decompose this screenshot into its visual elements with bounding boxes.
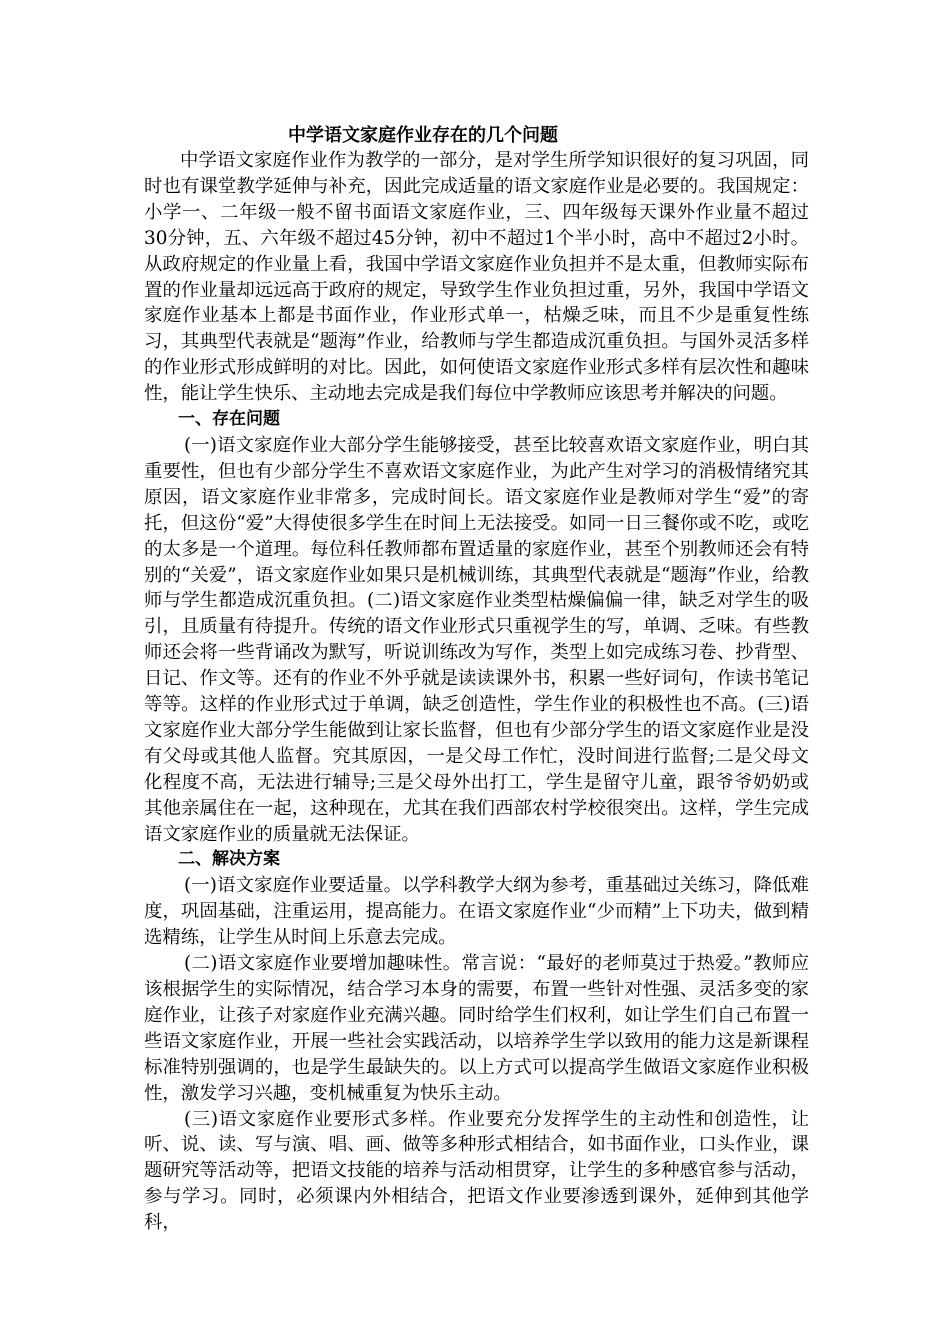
solution-paragraph-2: (二)语文家庭作业要增加趣味性。常言说：“最好的老师莫过于热爱。”教师应该根据学生的实际情况，结合学习本身的需要，布置一些针对性强、灵活多变的家庭作业，让孩子对家庭作业充满兴趣。同时给学生们权利，如让学生们自己布置一些语文家庭作业，开展一些社会实践活动，以培养学生学以致用的能力这是新课程标准特别强调的，也是学生最缺失的。以上方式可以提高学生做语文家庭作业积极性，激发学习兴趣，变机械重复为快乐主动。 <box>144 953 809 1104</box>
document-title: 中学语文家庭作业存在的几个问题 <box>288 125 558 146</box>
section-heading-solutions: 二、解决方案 <box>178 849 280 870</box>
solution-paragraph-1: (一)语文家庭作业要适量。以学科教学大纲为参考，重基础过关练习，降低难度，巩固基础，注重运用，提高能力。在语文家庭作业“少而精”上下功夫，做到精选精练，让学生从时间上乐意去完成。 <box>144 875 809 949</box>
solution-paragraph-3: (三)语文家庭作业要形式多样。作业要充分发挥学生的主动性和创造性，让听、说、读、写与演、唱、画、做等多种形式相结合，如书面作业，口头作业，课题研究等活动等，把语文技能的培养与活动相贯穿，让学生的多种感官参与活动，参与学习。同时，必须课内外相结合，把语文作业要渗透到课外，延伸到其他学科， <box>144 1108 809 1234</box>
intro-paragraph: 中学语文家庭作业作为教学的一部分，是对学生所学知识很好的复习巩固，同时也有课堂教学延伸与补充，因此完成适量的语文家庭作业是必要的。我国规定：小学一、二年级一般不留书面语文家庭作业，三、四年级每天课外作业量不超过30分钟，五、六年级不超过45分钟，初中不超过1个半小时，高中不超过2小时。从政府规定的作业量上看，我国中学语文家庭作业负担并不是太重，但教师实际布置的作业量却远远高于政府的规定，导致学生作业负担过重，另外，我国中学语文家庭作业基本上都是书面作业，作业形式单一，枯燥乏味，而且不少是重复性练习，其典型代表就是“题海”作业，给教师与学生都造成沉重负担。与国外灵活多样的作业形式形成鲜明的对比。因此，如何使语文家庭作业形式多样有层次性和趣味性，能让学生快乐、主动地去完成是我们每位中学教师应该思考并解决的问题。 <box>144 150 809 405</box>
problems-paragraph: (一)语文家庭作业大部分学生能够接受，甚至比较喜欢语文家庭作业，明白其重要性，但也有少部分学生不喜欢语文家庭作业，为此产生对学习的消极情绪究其原因，语文家庭作业非常多，完成时间长。语文家庭作业是教师对学生“爱”的寄托，但这份“爱”大得使很多学生在时间上无法接受。如同一日三餐你或不吃，或吃的太多是一个道理。每位科任教师都布置适量的家庭作业，甚至个别教师还会有特别的“关爱”，语文家庭作业如果只是机械训练，其典型代表就是“题海”作业，给教师与学生都造成沉重负担。(二)语文家庭作业类型枯燥偏偏一律，缺乏对学生的吸引，且质量有待提升。传统的语文作业形式只重视学生的写，单调、乏味。有些教师还会将一些背诵改为默写，听说训练改为写作，类型上如完成练习卷、抄背型、日记、作文等。还有的作业不外乎就是读读课外书，积累一些好词句，作读书笔记等等。这样的作业形式过于单调，缺乏创造性，学生作业的积极性也不高。(三)语文家庭作业大部分学生能做到让家长监督，但也有少部分学生的语文家庭作业是没有父母或其他人监督。究其原因，一是父母工作忙，没时间进行监督;二是父母文化程度不高，无法进行辅导;三是父母外出打工，学生是留守儿童，跟爷爷奶奶或其他亲属住在一起，这种现在，尤其在我们西部农村学校很突出。这样，学生完成语文家庭作业的质量就无法保证。 <box>144 434 809 845</box>
section-heading-problems: 一、存在问题 <box>178 409 280 430</box>
document-page <box>144 124 809 1236</box>
